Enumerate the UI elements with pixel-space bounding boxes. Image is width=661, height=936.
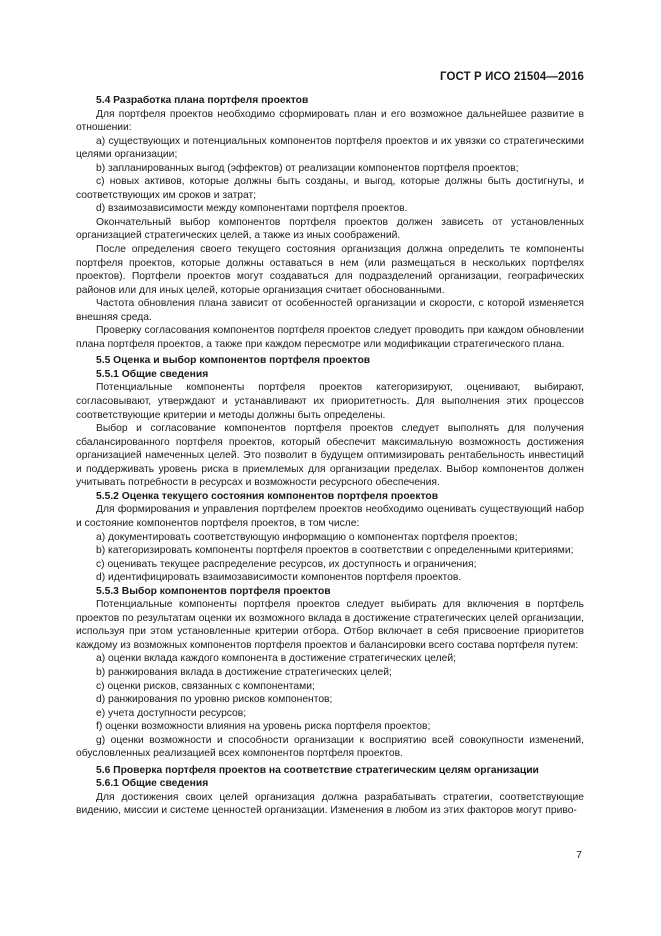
list-item: g) оценки возможности и способности организации к восприятию всей совокупности изменений, обусловленных реализацией всех компонентов портфеля проектов. [76,734,584,760]
list-item: b) категоризировать компоненты портфеля проектов в соответствии с определенными критериями; [96,545,574,557]
list-item: d) ранжирования по уровню рисков компонентов; [96,694,333,706]
list-item: d) идентифицировать взаимозависимости компонентов портфеля проектов. [96,572,462,584]
list-item: a) оценки вклада каждого компонента в достижение стратегических целей; [96,653,456,665]
list-item: f) оценки возможности влияния на уровень риска портфеля проектов; [96,721,431,733]
section-5-4-heading: 5.4 Разработка плана портфеля проектов [96,95,309,106]
section-5-5-heading: 5.5 Оценка и выбор компонентов портфеля проектов [96,355,371,367]
list-item: c) оценки рисков, связанных с компонентами; [96,680,315,692]
list-item: c) оценивать текущее распределение ресурсов, их доступность и ограничения; [96,558,477,570]
section-5-6-heading: 5.6 Проверка портфеля проектов на соответствие стратегическим целям организации [96,764,539,776]
section-5-6-1-heading: 5.6.1 Общие сведения [96,778,209,790]
paragraph: Для формирования и управления портфелем проектов необходимо оценивать существующий набор и состояние компонентов портфеля проектов, в том числе: [76,504,584,529]
paragraph: Потенциальные компоненты портфеля проектов категоризируют, оценивают, выбирают, согласовывают, утверждают и устанавливают их приоритетность. Для выполнения этих процессов соответствующие критерии и методы должны быть определены. [76,382,584,421]
list-item: c) новых активов, которые должны быть созданы, и выгод, которые должны быть достигнуты, и соответствующих им сроков и затрат; [76,176,584,201]
list-item: e) учета доступности ресурсов; [96,707,247,719]
document-header: ГОСТ Р ИСО 21504—2016 [439,71,584,83]
paragraph: Частота обновления плана зависит от особенностей организации и скорости, с которой изменяется внешняя среда. [76,298,584,323]
paragraph: Окончательный выбор компонентов портфеля проектов должен зависеть от установленных организацией стратегических целей, а также из иных соображений. [76,216,584,242]
paragraph: Выбор и согласование компонентов портфеля проектов следует выполнять для получения сбалансированного портфеля проектов, который обеспечит максимальную возможность достижения организацией намеченных целей. Это позволит в будущем оптимизировать рентабельность инвестиций и поддерживать уровень риска в приемлемых для организации пределах. Выбор компонентов должен учитывать потребности в ресурсах и возможности ресурсного обеспечения. [76,423,584,489]
paragraph: Потенциальные компоненты портфеля проектов следует выбирать для включения в портфель проектов по результатам оценки их возможного вклада в достижение стратегических целей организации, используя при этом установленные критерии отбора. Отбор включает в себя присвоение приоритетов каждому из возможных компонентов портфеля проектов и балансировки всего состава портфеля путем: [76,599,584,651]
section-5-5-2-heading: 5.5.2 Оценка текущего состояния компонентов портфеля проектов [96,490,439,502]
list-item: a) существующих и потенциальных компонентов портфеля проектов и их увязки со стратегическими целями организации; [76,135,584,161]
list-item: b) запланированных выгод (эффектов) от реализации компонентов портфеля проектов; [96,162,519,174]
paragraph: Для достижения своих целей организация должна разрабатывать стратегии, соответствующие видению, миссии и системе ценностей организации. Изменения в любом из этих факторов могут приво- [76,791,584,817]
list-item: b) ранжирования вклада в достижение стратегических целей; [96,666,392,678]
paragraph: Для портфеля проектов необходимо сформировать план и его возможное дальнейшее развитие в отношении: [76,108,584,134]
section-5-5-3-heading: 5.5.3 Выбор компонентов портфеля проектов [96,585,331,597]
list-item: d) взаимозависимости между компонентами портфеля проектов. [96,203,408,215]
section-5-5-1-heading: 5.5.1 Общие сведения [96,368,209,380]
paragraph: Проверку согласования компонентов портфеля проектов следует проводить при каждом обновлении плана портфеля проектов, а также при каждом пересмотре или модификации стратегического плана. [76,325,584,350]
page-number: 7 [576,849,582,861]
page-content [76,94,584,818]
paragraph: После определения своего текущего состояния организация должна определить те компоненты портфеля проектов, которые должны оставаться в нем (или размещаться в нескольких портфелях проектов). Портфели проектов могут создаваться для подразделений организации, географических районов или для иных целей, которые организация считает обоснованными. [76,244,584,296]
list-item: a) документировать соответствующую информацию о компонентах портфеля проектов; [96,531,518,543]
